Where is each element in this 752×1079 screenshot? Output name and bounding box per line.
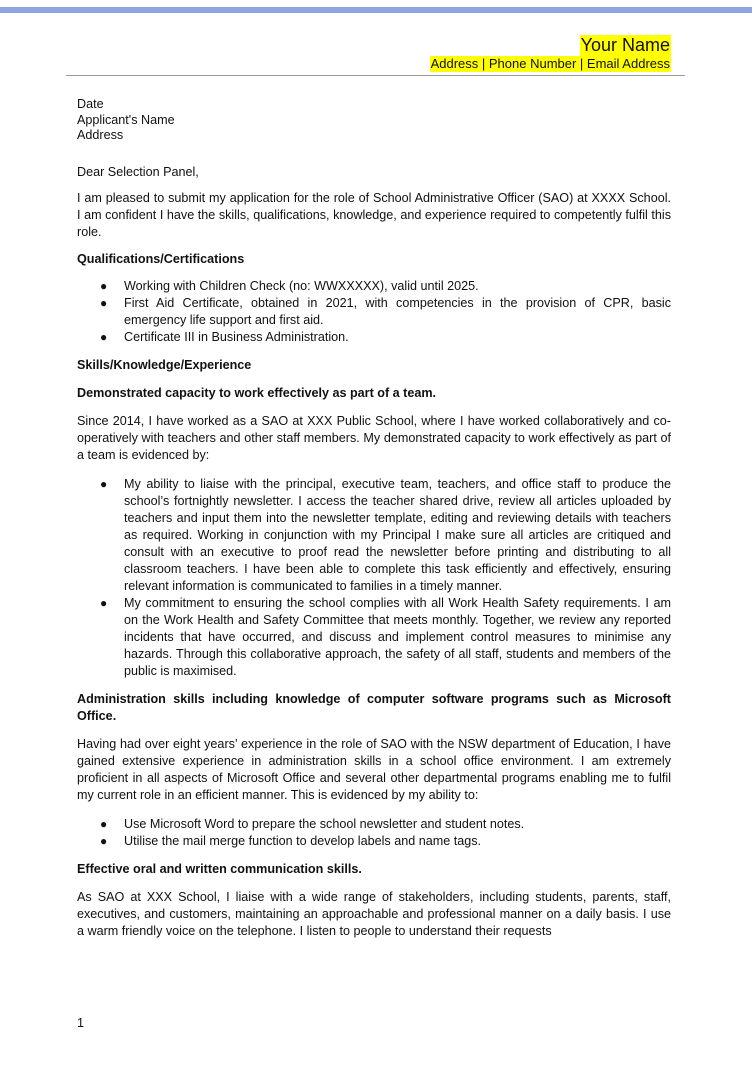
skills-heading: Skills/Knowledge/Experience xyxy=(77,357,252,372)
intro-paragraph: I am pleased to submit my application for the role of School Administrative Officer (SAO) at XXXX School. I am confident I have the skills, qualifications, knowledge, and experience required to competently fulfil this role. xyxy=(77,190,671,239)
bullet-icon: ● xyxy=(100,833,108,848)
list-item: ● Utilise the mail merge function to develop labels and name tags. xyxy=(100,833,482,848)
top-accent-bar xyxy=(0,7,752,13)
list-item: ● Working with Children Check (no: WWXXXXX), valid until 2025. xyxy=(100,278,479,293)
address-block xyxy=(77,97,671,144)
bullet-icon: ● xyxy=(100,295,108,310)
header-contact: Address | Phone Number | Email Address xyxy=(430,56,670,71)
bullet-icon: ● xyxy=(100,329,108,344)
page-number: 1 xyxy=(77,1016,85,1030)
qualifications-list xyxy=(77,278,671,346)
communication-heading: Effective oral and written communication skills. xyxy=(77,861,362,876)
header-name: Your Name xyxy=(580,35,670,55)
bullet-icon: ● xyxy=(100,476,108,491)
date-line: Date xyxy=(77,97,104,111)
list-item: ● Certificate III in Business Administration. xyxy=(100,329,349,344)
list-item: ● Use Microsoft Word to prepare the school newsletter and student notes. xyxy=(100,816,525,831)
bullet-icon: ● xyxy=(100,278,108,293)
header-rule xyxy=(66,75,685,76)
salutation: Dear Selection Panel, xyxy=(77,164,199,179)
teamwork-paragraph: Since 2014, I have worked as a SAO at XXX Public School, where I have worked collaboratively and co-operatively with teachers and other staff members. My demonstrated capacity to work effectively as part of a team is evidenced by: xyxy=(77,413,671,462)
communication-paragraph: As SAO at XXX School, I liaise with a wide range of stakeholders, including students, parents, staff, executives, and customers, maintaining an approachable and professional manner on a daily basis. I use a warm friendly voice on the telephone. I listen to people to understand their requests xyxy=(77,889,671,938)
admin-heading: Administration skills including knowledge of computer software programs such as Microsoft Office. xyxy=(77,691,671,723)
address-line: Address xyxy=(77,128,124,142)
list-item: ● My commitment to ensuring the school complies with all Work Health Safety requirements. I am on the Work Health and Safety Committee that meets monthly. Together, we review any reported incidents that have occurred, and discuss and implement control measures to minimise any hazards. Through this collaborative approach, the safety of all staff, students and members of the public is maximised. xyxy=(100,595,671,678)
letter-body xyxy=(77,97,671,940)
list-item: ● First Aid Certificate, obtained in 2021, with competencies in the provision of CPR, basic emergency life support and first aid. xyxy=(100,295,671,327)
applicant-name-line: Applicant's Name xyxy=(77,112,175,127)
admin-paragraph: Having had over eight years’ experience in the role of SAO with the NSW department of Education, I have gained extensive experience in administration skills in a school office environment. I am extremely proficient in all aspects of Microsoft Office and several other departmental programs enabling me to fulfil my current role in an efficient manner. This is evidenced by my ability to: xyxy=(77,736,671,802)
admin-list xyxy=(77,816,671,850)
bullet-icon: ● xyxy=(100,595,108,610)
bullet-icon: ● xyxy=(100,816,108,831)
list-item: ● My ability to liaise with the principal, executive team, teachers, and office staff to produce the school’s fortnightly newsletter. I access the teacher shared drive, review all articles uploaded by teachers and input them into the newsletter template, editing and reviewing details with teachers as required. Working in conjunction with my Principal I make sure all articles are critiqued and consult with an executive to proof read the newsletter before printing and distributing to all classroom teachers. I have been able to complete this task efficiently and effectively, ensuring relevant information is communicated to families in a timely manner. xyxy=(100,476,671,593)
teamwork-heading: Demonstrated capacity to work effectively as part of a team. xyxy=(77,385,437,400)
qualifications-heading: Qualifications/Certifications xyxy=(77,251,245,266)
teamwork-list xyxy=(77,476,671,680)
